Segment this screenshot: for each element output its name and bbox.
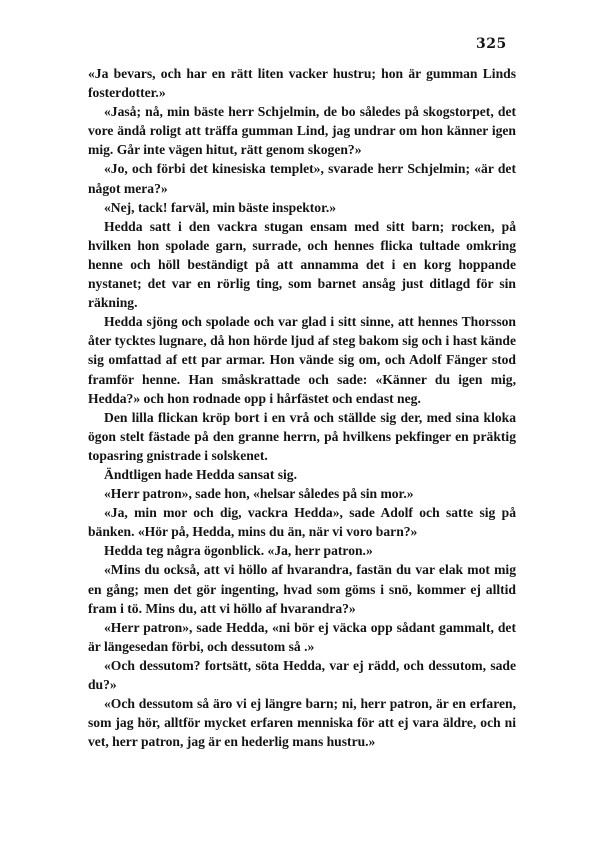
paragraph: «Mins du också, att vi höllo af hvarandra, fastän du var elak mot mig en gång; men det gör ingenting, hvad som göms i snö, kommer ej alltid fram i tö. Mins du, att vi höllo af hvarandra?»	[88, 562, 516, 616]
page-number: 325	[476, 36, 507, 52]
paragraph: «Nej, tack! farväl, min bäste inspektor.»	[104, 199, 337, 215]
paragraph: «Jaså; nå, min bäste herr Schjelmin, de bo således på skogstorpet, det vore ändå roligt att träffa gumman Lind, jag undrar om hon känner igen mig. Går inte vägen hitut, rätt genom skogen?»	[88, 104, 516, 158]
body-text	[88, 64, 516, 751]
paragraph: Ändtligen hade Hedda sansat sig.	[104, 466, 298, 482]
paragraph: «Ja bevars, och har en rätt liten vacker hustru; hon är gumman Linds fosterdotter.»	[88, 66, 516, 101]
paragraph: «Herr patron», sade hon, «helsar således på sin mor.»	[104, 486, 414, 502]
paragraph: Den lilla flickan kröp bort i en vrå och ställde sig der, med sina kloka ögon stelt fästade på den granne herrn, på hvilkens pekfinger en präktig topasring gnistrade i solskenet.	[88, 409, 516, 463]
paragraph: «Och dessutom så äro vi ej längre barn; ni, herr patron, är en erfaren, som jag hör, alltför mycket erfaren menniska för att ej vara äldre, och ni vet, herr patron, jag är en hederlig mans hustru.»	[88, 696, 516, 750]
paragraph: «Och dessutom? fortsätt, söta Hedda, var ej rädd, och dessutom, sade du?»	[88, 657, 516, 692]
paragraph: Hedda sjöng och spolade och var glad i sitt sinne, att hennes Thorsson åter tycktes lugnare, då hon hörde ljud af steg bakom sig och i hast kände sig omfattad af ett par armar. Hon vände sig om, och Adolf Fänger stod framför henne. Han småskrattade och sade: «Känner du igen mig, Hedda?» och hon rodnade opp i hårfästet och endast neg.	[88, 314, 516, 406]
paragraph: Hedda satt i den vackra stugan ensam med sitt barn; rocken, på hvilken hon spolade garn, surrade, och hennes flicka tultade omkring henne och höll beständigt på att annamma det i en korg hoppande nystanet; det var en rörlig ting, som barnet ansåg just ditlagd för sin räkning.	[88, 218, 516, 311]
paragraph: «Ja, min mor och dig, vackra Hedda», sade Adolf och satte sig på bänken. «Hör på, Hedda, mins du än, när vi voro barn?»	[88, 505, 516, 540]
paragraph: «Jo, och förbi det kinesiska templet», svarade herr Schjelmin; «är det något mera?»	[88, 161, 516, 196]
paragraph: «Herr patron», sade Hedda, «ni bör ej väcka opp sådant gammalt, det är längesedan förbi, och dessutom så .»	[88, 619, 516, 654]
paragraph: Hedda teg några ögonblick. «Ja, herr patron.»	[104, 543, 373, 559]
